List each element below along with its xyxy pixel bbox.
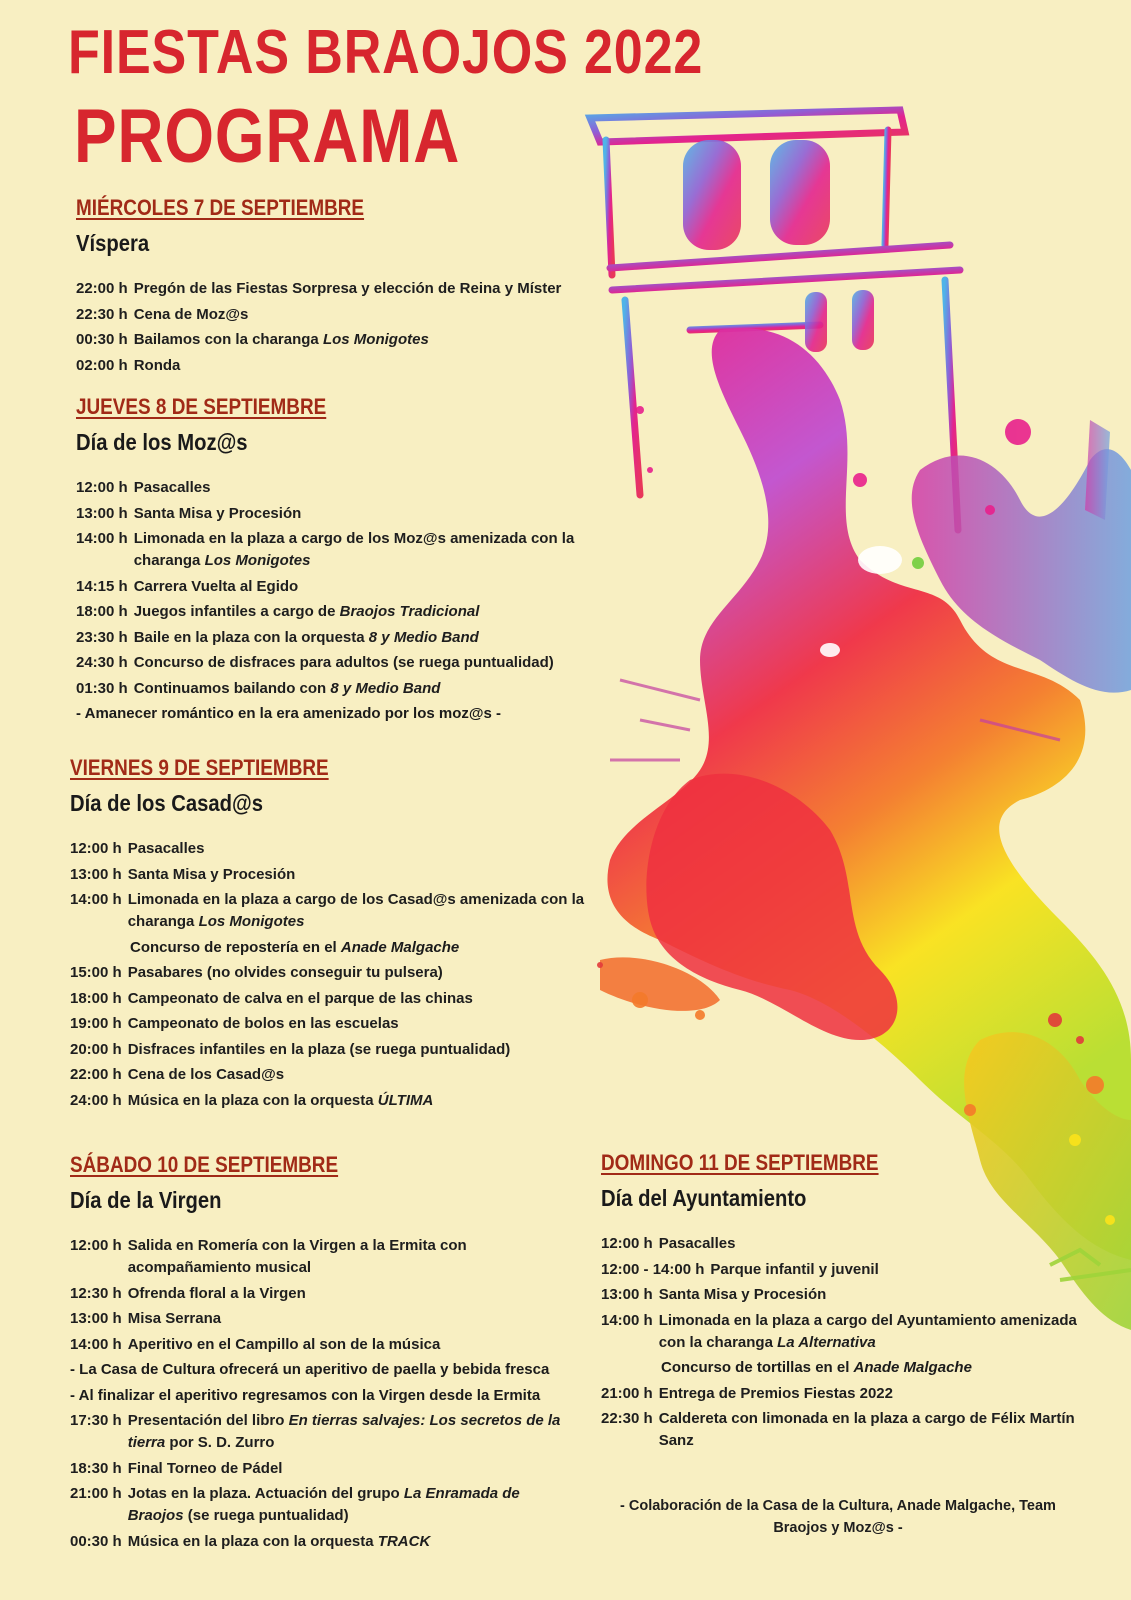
event-time: 14:00 h [601,1311,653,1329]
event-item [70,838,590,860]
event-time: 12:00 h [76,479,128,496]
event-time: 22:30 h [76,305,128,323]
event-description: Santa Misa y Procesión [133,504,302,522]
event-list [70,1235,570,1553]
event-item [70,1283,570,1305]
event-description: Pasacalles [127,840,205,857]
event-time: 21:00 h [601,1384,653,1402]
poster-subtitle: PROGRAMA [74,94,461,179]
event-description: Pasabares (no olvides conseguir tu pulsera) [127,964,443,981]
event-item [76,528,596,572]
event-description: Final Torneo de Pádel [127,1459,283,1477]
event-description: Pasacalles [133,479,211,496]
event-time: 12:00 - 14:00 h [601,1260,705,1278]
event-item [76,329,596,351]
event-description: Pregón de las Fiestas Sorpresa y elección de Reina y Míster [133,280,562,297]
event-time: 17:30 h [70,1412,122,1429]
event-time: 19:00 h [70,1015,122,1032]
event-list [70,838,590,1112]
event-item [76,503,596,525]
event-item [70,1064,590,1086]
event-time: 22:00 h [76,280,128,297]
event-description: Concurso de disfraces para adultos (se ruega puntualidad) [133,654,554,671]
event-item [70,1039,590,1061]
day-subtitle: Día del Ayuntamiento [601,1185,807,1211]
event-item [601,1284,1091,1306]
event-description-end: (se ruega puntualidad) [187,1507,349,1524]
event-note: - Amanecer romántico en la era amenizado por los moz@s - [76,705,502,722]
day-subtitle: Día de los Casad@s [70,790,263,816]
event-item [601,1383,1091,1405]
day-section-sunday [601,1149,1091,1456]
event-description: Concurso de tortillas en el [661,1359,850,1376]
event-description: Parque infantil y juvenil [710,1260,879,1278]
day-subtitle: Día de la Virgen [70,1187,222,1213]
event-time: 13:00 h [76,504,128,522]
day-section-thursday [76,393,596,729]
event-description: Juegos infantiles a cargo de [133,603,336,620]
event-item [601,1357,1091,1379]
event-time: 14:00 h [70,1335,122,1353]
event-item [70,1458,570,1480]
day-section-friday [70,754,590,1115]
event-time: 23:30 h [76,628,128,646]
day-heading: VIERNES 9 DE SEPTIEMBRE [70,755,329,780]
event-item [76,576,596,598]
event-description: Limonada en la plaza a cargo del Ayuntamiento amenizada con la charanga [658,1311,1077,1351]
event-note: - La Casa de Cultura ofrecerá un aperitivo de paella y bebida fresca [70,1361,550,1378]
day-section-wednesday [76,194,596,380]
event-time: 20:00 h [70,1040,122,1058]
event-item [70,1483,570,1527]
event-description: Misa Serrana [127,1310,222,1327]
event-list [601,1233,1091,1452]
event-time: 13:00 h [70,1310,122,1327]
event-description: Pasacalles [658,1235,736,1252]
event-description: Cena de los Casad@s [127,1066,285,1083]
day-subtitle: Víspera [76,230,150,256]
event-venue: Anade Malgache [340,938,460,956]
event-item [76,652,596,674]
event-item [76,278,596,300]
event-item [76,355,596,377]
event-description: Caldereta con limonada en la plaza a cargo de Félix Martín Sanz [658,1410,1075,1449]
event-item [601,1310,1091,1354]
book-title: En tierras salvajes: Los secretos de la tierra [127,1412,561,1451]
event-time: 18:00 h [70,989,122,1007]
event-item [70,1013,590,1035]
event-performer: 8 y Medio Band [330,679,441,697]
event-item [76,304,596,326]
event-description: Presentación del libro [127,1412,285,1429]
event-item [76,627,596,649]
event-description: Disfraces infantiles en la plaza (se ruega puntualidad) [127,1040,511,1058]
event-time: 22:30 h [601,1410,653,1427]
event-description: Concurso de repostería en el [130,938,337,956]
event-list [76,278,596,377]
event-description: Aperitivo en el Campillo al son de la música [127,1335,441,1353]
event-description: Jotas en la plaza. Actuación del grupo [127,1485,400,1502]
event-item [70,889,590,933]
event-time: 00:30 h [76,331,128,348]
event-description: Música en la plaza con la orquesta [127,1091,374,1109]
event-description: Ofrenda floral a la Virgen [127,1284,306,1302]
day-heading: SÁBADO 10 DE SEPTIEMBRE [70,1152,339,1177]
day-subtitle: Día de los Moz@s [76,429,248,455]
event-time: 14:15 h [76,577,128,595]
event-note: - Al finalizar el aperitivo regresamos con la Virgen desde la Ermita [70,1386,541,1404]
event-time: 15:00 h [70,964,122,981]
event-time: 24:30 h [76,654,128,671]
day-heading: JUEVES 8 DE SEPTIEMBRE [76,394,327,419]
event-performer: ÚLTIMA [377,1091,434,1109]
event-description: Limonada en la plaza a cargo de los Casad@s amenizada con la charanga [127,891,585,930]
event-item [70,988,590,1010]
event-venue: Anade Malgache [853,1359,972,1376]
day-heading: DOMINGO 11 DE SEPTIEMBRE [601,1150,879,1175]
collaboration-footer: - Colaboración de la Casa de la Cultura, Anade Malgache, Team Braojos y Moz@s - [620,1498,1056,1536]
event-item [76,601,596,623]
event-time: 18:00 h [76,603,128,620]
event-time: 12:00 h [70,840,122,857]
event-time: 13:00 h [70,865,122,883]
event-description: Santa Misa y Procesión [658,1286,827,1303]
event-performer: Braojos Tradicional [339,603,480,620]
event-time: 21:00 h [70,1485,122,1502]
event-time: 14:00 h [70,891,122,908]
event-performer: La Alternativa [777,1333,876,1351]
event-performer: TRACK [377,1532,431,1550]
event-time: 13:00 h [601,1286,653,1303]
event-item [70,1531,570,1553]
event-item [70,962,590,984]
event-performer: Los Monigotes [204,552,311,569]
day-heading: MIÉRCOLES 7 DE SEPTIEMBRE [76,195,365,220]
event-description: Carrera Vuelta al Egido [133,577,299,595]
event-description-end: por S. D. Zurro [169,1434,275,1451]
poster-title: FIESTAS BRAOJOS 2022 [68,18,704,87]
event-time: 12:30 h [70,1284,122,1302]
event-description: Cena de Moz@s [133,305,249,323]
event-item [601,1259,1091,1281]
event-description: Baile en la plaza con la orquesta [133,628,365,646]
event-item [70,1090,590,1112]
event-time: 14:00 h [76,530,128,547]
event-performer: La Enramada de Braojos [127,1485,520,1524]
event-time: 12:00 h [70,1237,122,1254]
event-description: Santa Misa y Procesión [127,865,296,883]
event-description: Continuamos bailando con [133,679,327,697]
event-item [70,1308,570,1330]
day-section-saturday [70,1151,570,1556]
event-item [70,1410,570,1454]
event-item [76,477,596,499]
event-time: 12:00 h [601,1235,653,1252]
event-item [70,1235,570,1279]
event-description: Salida en Romería con la Virgen a la Ermita con acompañamiento musical [127,1237,467,1276]
event-item [70,1334,570,1356]
event-time: 22:00 h [70,1066,122,1083]
event-time: 18:30 h [70,1459,122,1477]
event-description: Música en la plaza con la orquesta [127,1532,374,1550]
event-description: Campeonato de bolos en las escuelas [127,1015,399,1032]
event-time: 02:00 h [76,356,128,374]
event-list [76,477,596,700]
event-description: Limonada en la plaza a cargo de los Moz@s amenizada con la charanga [133,530,575,569]
event-item [601,1233,1091,1255]
event-performer: Los Monigotes [322,331,429,348]
event-item [76,678,596,700]
event-item [70,937,590,959]
event-performer: 8 y Medio Band [368,628,479,646]
event-item [70,864,590,886]
event-time: 01:30 h [76,679,128,697]
event-time: 24:00 h [70,1091,122,1109]
event-description: Ronda [133,356,181,374]
event-description: Campeonato de calva en el parque de las chinas [127,989,473,1007]
event-description: Bailamos con la charanga [133,331,319,348]
event-item [601,1408,1091,1452]
event-description: Entrega de Premios Fiestas 2022 [658,1384,893,1402]
event-time: 00:30 h [70,1532,122,1550]
event-performer: Los Monigotes [198,913,305,930]
